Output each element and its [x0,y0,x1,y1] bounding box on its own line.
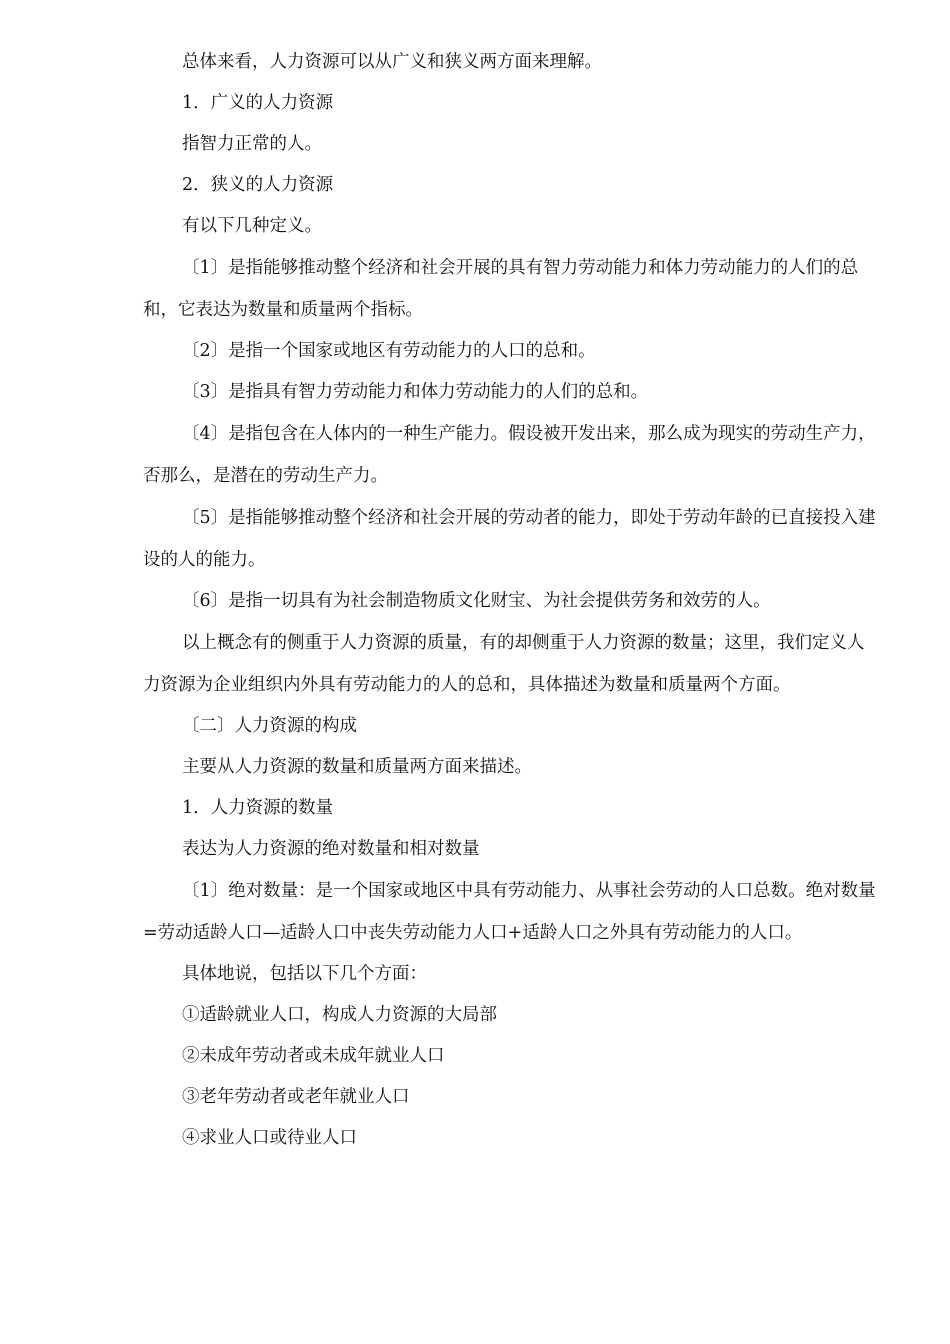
paragraph: 指智力正常的人。 [182,134,322,154]
paragraph: 具体地说，包括以下几个方面： [182,964,427,984]
definition-item: 〔5〕是指能够推动整个经济和社会开展的劳动者的能力，即处于劳动年龄的已直接投入建设的人的能力。 [143,508,876,570]
definition-item: 〔4〕是指包含在人体内的一种生产能力。假设被开发出来，那么成为现实的劳动生产力，否那么，是潜在的劳动生产力。 [143,424,876,486]
section-heading: 2．狭义的人力资源 [182,175,334,195]
definition-item: 〔6〕是指一切具有为社会制造物质文化财宝、为社会提供劳务和效劳的人。 [182,591,771,611]
paragraph: 以上概念有的侧重于人力资源的质量，有的却侧重于人力资源的数量；这里，我们定义人力资源为企业组织内外具有劳动能力的人的总和，具体描述为数量和质量两个方面。 [143,633,865,695]
list-item: ③老年劳动者或老年就业人口 [182,1087,410,1107]
list-item: ②未成年劳动者或未成年就业人口 [182,1046,445,1066]
list-item: ①适龄就业人口，构成人力资源的大局部 [182,1005,497,1025]
document-body [143,42,878,1159]
paragraph: 总体来看，人力资源可以从广义和狭义两方面来理解。 [182,52,602,72]
paragraph: 主要从人力资源的数量和质量两方面来描述。 [182,757,532,777]
definition-item: 〔2〕是指一个国家或地区有劳动能力的人口的总和。 [182,341,596,361]
section-heading: 〔二〕人力资源的构成 [182,716,357,736]
list-item: ④求业人口或待业人口 [182,1128,357,1148]
paragraph: 有以下几种定义。 [182,216,322,236]
definition-item: 〔3〕是指具有智力劳动能力和体力劳动能力的人们的总和。 [182,382,649,402]
definition-item: 〔1〕是指能够推动整个经济和社会开展的具有智力劳动能力和体力劳动能力的人们的总和，它表达为数量和质量两个指标。 [143,258,859,320]
section-heading: 1．广义的人力资源 [182,93,334,113]
paragraph: 表达为人力资源的绝对数量和相对数量 [182,839,480,859]
section-heading: 1．人力资源的数量 [182,798,334,818]
definition-item: 〔1〕绝对数量：是一个国家或地区中具有劳动能力、从事社会劳动的人口总数。绝对数量=劳动适龄人口—适龄人口中丧失劳动能力人口+适龄人口之外具有劳动能力的人口。 [143,881,876,943]
